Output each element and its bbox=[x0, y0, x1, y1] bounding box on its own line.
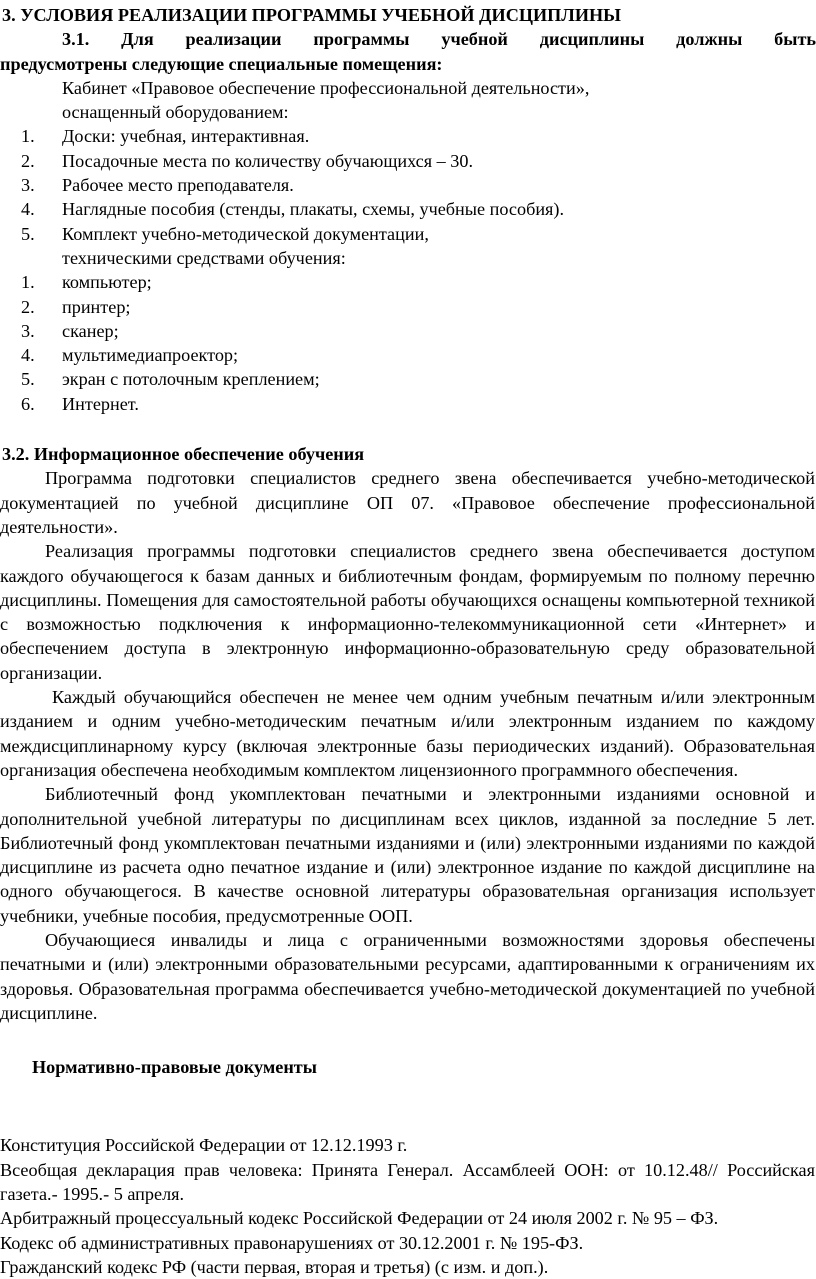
list-item: Конституция Российской Федерации от 12.12.1993 г. bbox=[0, 1135, 408, 1156]
list-item bbox=[0, 319, 816, 343]
paragraph: Программа подготовки специалистов среднего звена обеспечивается учебно-методической документацией по учебной дисциплине ОП 07. «Правовое обеспечение профессиональной деятельности». bbox=[0, 468, 815, 537]
list-item-text: Комплект учебно-методической документации, bbox=[62, 223, 429, 244]
list-item-text: сканер; bbox=[62, 320, 119, 341]
list-item: Всеобщая декларация прав человека: Принята Генерал. Ассамблеей ООН: от 10.12.48// Российская газета.- 1995.- 5 апреля. bbox=[0, 1159, 815, 1205]
paragraph: Каждый обучающийся обеспечен не менее чем одним учебным печатным и/или электронным изданием и одним учебно-методическим печатным и/или электронным изданием по каждому междисциплинарному курсу (включая электронные базы периодических изданий). Образовательная организация обеспечена необходимым комплектом лицензионного программного обеспечения. bbox=[0, 687, 815, 780]
list-item bbox=[0, 149, 816, 173]
list-item-number: 1. bbox=[21, 272, 35, 293]
paragraph: Библиотечный фонд укомплектован печатными и электронными изданиями основной и дополнительной учебной литературы по дисциплинам всех циклов, изданной за последние 5 лет. Библиотечный фонд укомплектован печатными изданиями и (или) электронными изданиями по каждой дисциплине из расчета одно печатное издание и (или) электронное издание по каждой дисциплине на одного обучающегося. В качестве основной литературы образовательная организация использует учебники, учебные пособия, предусмотренные ООП. bbox=[0, 784, 815, 926]
list-item-number: 2. bbox=[21, 296, 35, 317]
section-3-1 bbox=[0, 27, 816, 416]
list-item-text: принтер; bbox=[62, 296, 131, 317]
list-item bbox=[0, 124, 816, 148]
list-item bbox=[0, 367, 816, 391]
list-item bbox=[0, 197, 816, 221]
list-item: Кодекс об административных правонарушениях от 30.12.2001 г. № 195-ФЗ. bbox=[0, 1232, 584, 1253]
list-item: Гражданский кодекс РФ (части первая, вторая и третья) (с изм. и доп.). bbox=[0, 1256, 549, 1277]
tech-means-list bbox=[0, 270, 816, 416]
spacer bbox=[0, 1025, 816, 1055]
spacer bbox=[0, 416, 816, 442]
list-item: Арбитражный процессуальный кодекс Российской Федерации от 24 июля 2002 г. № 95 – ФЗ. bbox=[0, 1208, 719, 1229]
list-item bbox=[0, 343, 816, 367]
list-item-text: мультимедиапроектор; bbox=[62, 345, 239, 366]
list-item-text: Рабочее место преподавателя. bbox=[62, 175, 294, 196]
list-item bbox=[0, 392, 816, 416]
list-item bbox=[0, 295, 816, 319]
list-item-number: 6. bbox=[21, 393, 35, 414]
list-item-text: компьютер; bbox=[62, 272, 152, 293]
list-item bbox=[0, 270, 816, 294]
tech-means-label: техническими средствами обучения: bbox=[62, 247, 346, 268]
section-3-1-lead-line-2: предусмотрены следующие специальные помещения: bbox=[0, 53, 443, 74]
cabinet-equipped-label: оснащенный оборудованием: bbox=[62, 102, 289, 123]
list-item-number: 5. bbox=[21, 223, 35, 244]
list-item-number: 4. bbox=[21, 345, 35, 366]
list-item-text: Посадочные места по количеству обучающихся – 30. bbox=[62, 150, 474, 171]
list-item bbox=[0, 222, 816, 246]
normative-docs-list bbox=[0, 1133, 816, 1279]
list-item-number: 3. bbox=[21, 320, 35, 341]
list-item-text: экран с потолочным креплением; bbox=[62, 369, 320, 390]
list-item bbox=[0, 173, 816, 197]
list-item-text: Наглядные пособия (стенды, плакаты, схемы, учебные пособия). bbox=[62, 199, 565, 220]
list-item-number: 3. bbox=[21, 175, 35, 196]
list-item-number: 2. bbox=[21, 150, 35, 171]
normative-docs-title: Нормативно-правовые документы bbox=[32, 1057, 317, 1078]
list-item-text: Доски: учебная, интерактивная. bbox=[62, 126, 310, 147]
section-3-2-title: 3.2. Информационное обеспечение обучения bbox=[2, 444, 365, 465]
equipment-list bbox=[0, 124, 816, 245]
list-item-number: 5. bbox=[21, 369, 35, 390]
cabinet-name: Кабинет «Правовое обеспечение профессиональной деятельности», bbox=[62, 77, 590, 98]
paragraph: Реализация программы подготовки специалистов среднего звена обеспечивается доступом каждого обучающегося к базам данных и библиотечным фондам, формируемым по полному перечню дисциплины. Помещения для самостоятельной работы обучающихся оснащены компьютерной техникой с возможностью подключения к информационно-телекоммуникационной сети «Интернет» и обеспечением доступа в электронную информационно-образовательную среду образовательной организации. bbox=[0, 541, 815, 683]
section-3-title: 3. УСЛОВИЯ РЕАЛИЗАЦИИ ПРОГРАММЫ УЧЕБНОЙ ДИСЦИПЛИНЫ bbox=[2, 5, 621, 25]
list-item-text: Интернет. bbox=[62, 393, 139, 414]
list-item-number: 4. bbox=[21, 199, 35, 220]
paragraph: Обучающиеся инвалиды и лица с ограниченными возможностями здоровья обеспечены печатными и (или) электронными образовательными ресурсами, адаптированными к ограничениям их здоровья. Образовательная программа обеспечивается учебно-методической документацией по учебной дисциплине. bbox=[0, 929, 815, 1023]
spacer bbox=[0, 1079, 816, 1133]
section-3-1-lead-line-1: 3.1. Для реализации программы учебной дисциплины должны быть bbox=[62, 29, 816, 50]
list-item-number: 1. bbox=[21, 126, 35, 147]
section-3-2 bbox=[0, 442, 816, 1025]
